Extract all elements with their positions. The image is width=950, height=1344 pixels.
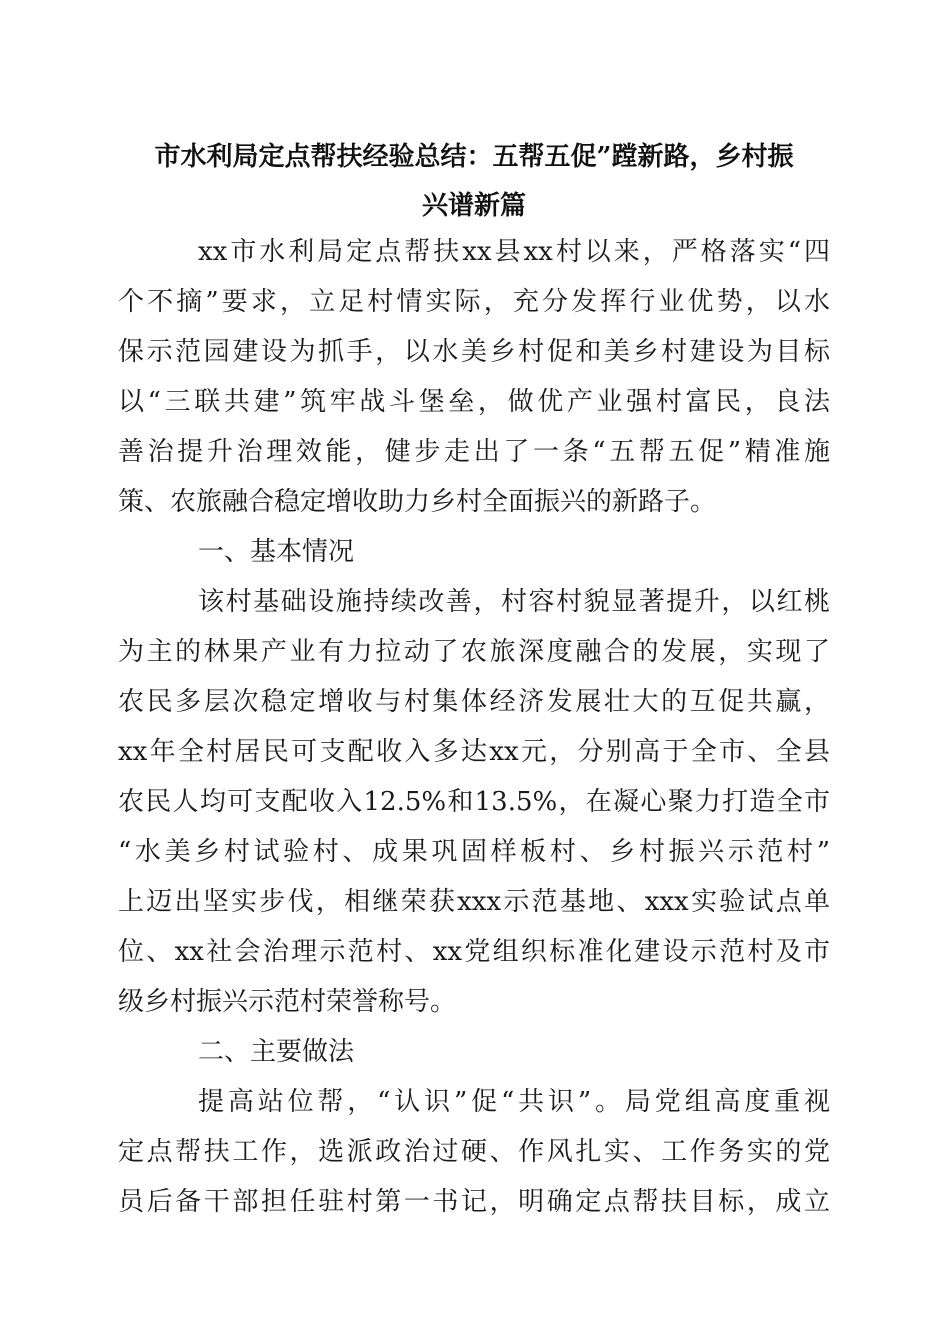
section1-paragraph-line: 农民人均可支配收入12.5%和13.5%，在凝心聚力打造全市: [118, 787, 830, 817]
section-heading-main-practices: 二、主要做法: [198, 1037, 355, 1067]
section1-paragraph-line: 位、xx社会治理示范村、xx党组织标准化建设示范村及市: [118, 937, 830, 967]
section-heading-basic-situation: 一、基本情况: [198, 537, 355, 567]
section1-paragraph-line: 为主的林果产业有力拉动了农旅深度融合的发展，实现了: [118, 637, 830, 667]
intro-paragraph-line: 善治提升治理效能，健步走出了一条“五帮五促”精准施: [118, 437, 830, 467]
section1-paragraph-line: 上迈出坚实步伐，相继荣获xxx示范基地、xxx实验试点单: [118, 887, 830, 917]
section1-paragraph-line: 农民多层次稳定增收与村集体经济发展壮大的互促共赢，: [118, 687, 830, 717]
section2-paragraph-line: 定点帮扶工作，选派政治过硬、作风扎实、工作务实的党: [118, 1137, 830, 1167]
intro-paragraph-line: 以“三联共建”筑牢战斗堡垒，做优产业强村富民，良法: [118, 387, 830, 417]
document-title-line-1: 市水利局定点帮扶经验总结：五帮五促”蹚新路，乡村振: [154, 142, 794, 172]
section2-paragraph-line: 员后备干部担任驻村第一书记，明确定点帮扶目标，成立: [118, 1187, 830, 1217]
intro-paragraph-line: 策、农旅融合稳定增收助力乡村全面振兴的新路子。: [118, 487, 717, 517]
section1-paragraph-line: xx年全村居民可支配收入多达xx元，分别高于全市、全县: [118, 737, 830, 767]
document-title-line-2: 兴谱新篇: [421, 191, 526, 221]
section1-paragraph-line: “水美乡村试验村、成果巩固样板村、乡村振兴示范村”: [118, 837, 830, 867]
intro-paragraph-line: 保示范园建设为抓手，以水美乡村促和美乡村建设为目标: [118, 337, 830, 367]
section2-paragraph-line: 提高站位帮，“认识”促“共识”。局党组高度重视: [198, 1087, 830, 1117]
section1-paragraph-line: 该村基础设施持续改善，村容村貌显著提升，以红桃: [198, 587, 830, 617]
intro-paragraph-line: 个不摘”要求，立足村情实际，充分发挥行业优势，以水: [118, 287, 830, 317]
section1-paragraph-line: 级乡村振兴示范村荣誉称号。: [118, 987, 457, 1017]
intro-paragraph-line: xx市水利局定点帮扶xx县xx村以来，严格落实“四: [198, 237, 830, 267]
